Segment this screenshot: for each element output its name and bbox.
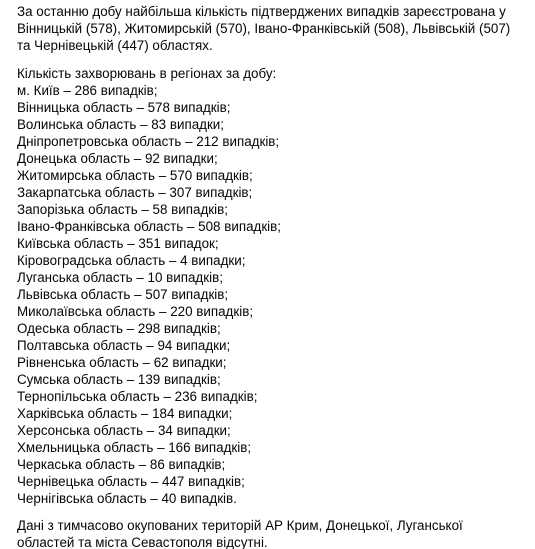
region-item-cherkasy: Черкаська область – 86 випадків; <box>17 457 226 472</box>
intro-line: Вінницькій (578), Житомирській (570), Івано-Франківській (508), Львівській (507) <box>17 21 511 36</box>
footer-line: областей та міста Севастополя відсутні. <box>17 535 268 549</box>
region-item-zhytomyr: Житомирська область – 570 випадків; <box>17 168 253 183</box>
region-item-sumy: Сумська область – 139 випадків; <box>17 372 221 387</box>
region-item-dnipropetrovsk: Дніпропетровська область – 212 випадків; <box>17 134 280 149</box>
intro-line: За останню добу найбільша кількість підтверджених випадків зареєстрована у <box>17 4 506 19</box>
region-item-ivano-frankivsk: Івано-Франківська область – 508 випадків; <box>17 219 281 234</box>
region-item-volyn: Волинська область – 83 випадки; <box>17 117 225 132</box>
list-heading: Кількість захворювань в регіонах за добу: <box>17 66 277 81</box>
region-item-chernivtsi: Чернівецька область – 447 випадків; <box>17 474 245 489</box>
region-item-kherson: Херсонська область – 34 випадки; <box>17 423 231 438</box>
region-item-kyiv-oblast: Київська область – 351 випадок; <box>17 236 219 251</box>
region-item-vinnytsia: Вінницька область – 578 випадків; <box>17 100 231 115</box>
region-item-chernihiv: Чернігівська область – 40 випадків. <box>17 491 237 506</box>
region-item-rivne: Рівненська область – 62 випадки; <box>17 355 227 370</box>
region-item-donetsk: Донецька область – 92 випадки; <box>17 151 218 166</box>
region-item-kharkiv: Харківська область – 184 випадки; <box>17 406 233 421</box>
footer-paragraph <box>17 517 525 549</box>
intro-line: та Чернівецькій (447) областях. <box>17 38 213 53</box>
region-item-ternopil: Тернопільська область – 236 випадків; <box>17 389 258 404</box>
region-item-kirovohrad: Кіровоградська область – 4 випадки; <box>17 253 246 268</box>
region-item-zaporizhzhia: Запорізька область – 58 випадків; <box>17 202 228 217</box>
region-item-odesa: Одеська область – 298 випадків; <box>17 321 221 336</box>
footer-line: Дані з тимчасово окупованих територій АР Крим, Донецької, Луганської <box>17 518 463 533</box>
region-case-list <box>17 65 525 507</box>
region-item-khmelnytskyi: Хмельницька область – 166 випадків; <box>17 440 252 455</box>
region-item-lviv: Львівська область – 507 випадків; <box>17 287 229 302</box>
intro-paragraph <box>17 3 525 54</box>
region-item-zakarpattia: Закарпатська область – 307 випадків; <box>17 185 253 200</box>
region-item-kyiv-city: м. Київ – 286 випадків; <box>17 83 158 98</box>
region-item-poltava: Полтавська область – 94 випадки; <box>17 338 231 353</box>
region-item-mykolaiv: Миколаївська область – 220 випадків; <box>17 304 254 319</box>
region-item-luhansk: Луганська область – 10 випадків; <box>17 270 223 285</box>
